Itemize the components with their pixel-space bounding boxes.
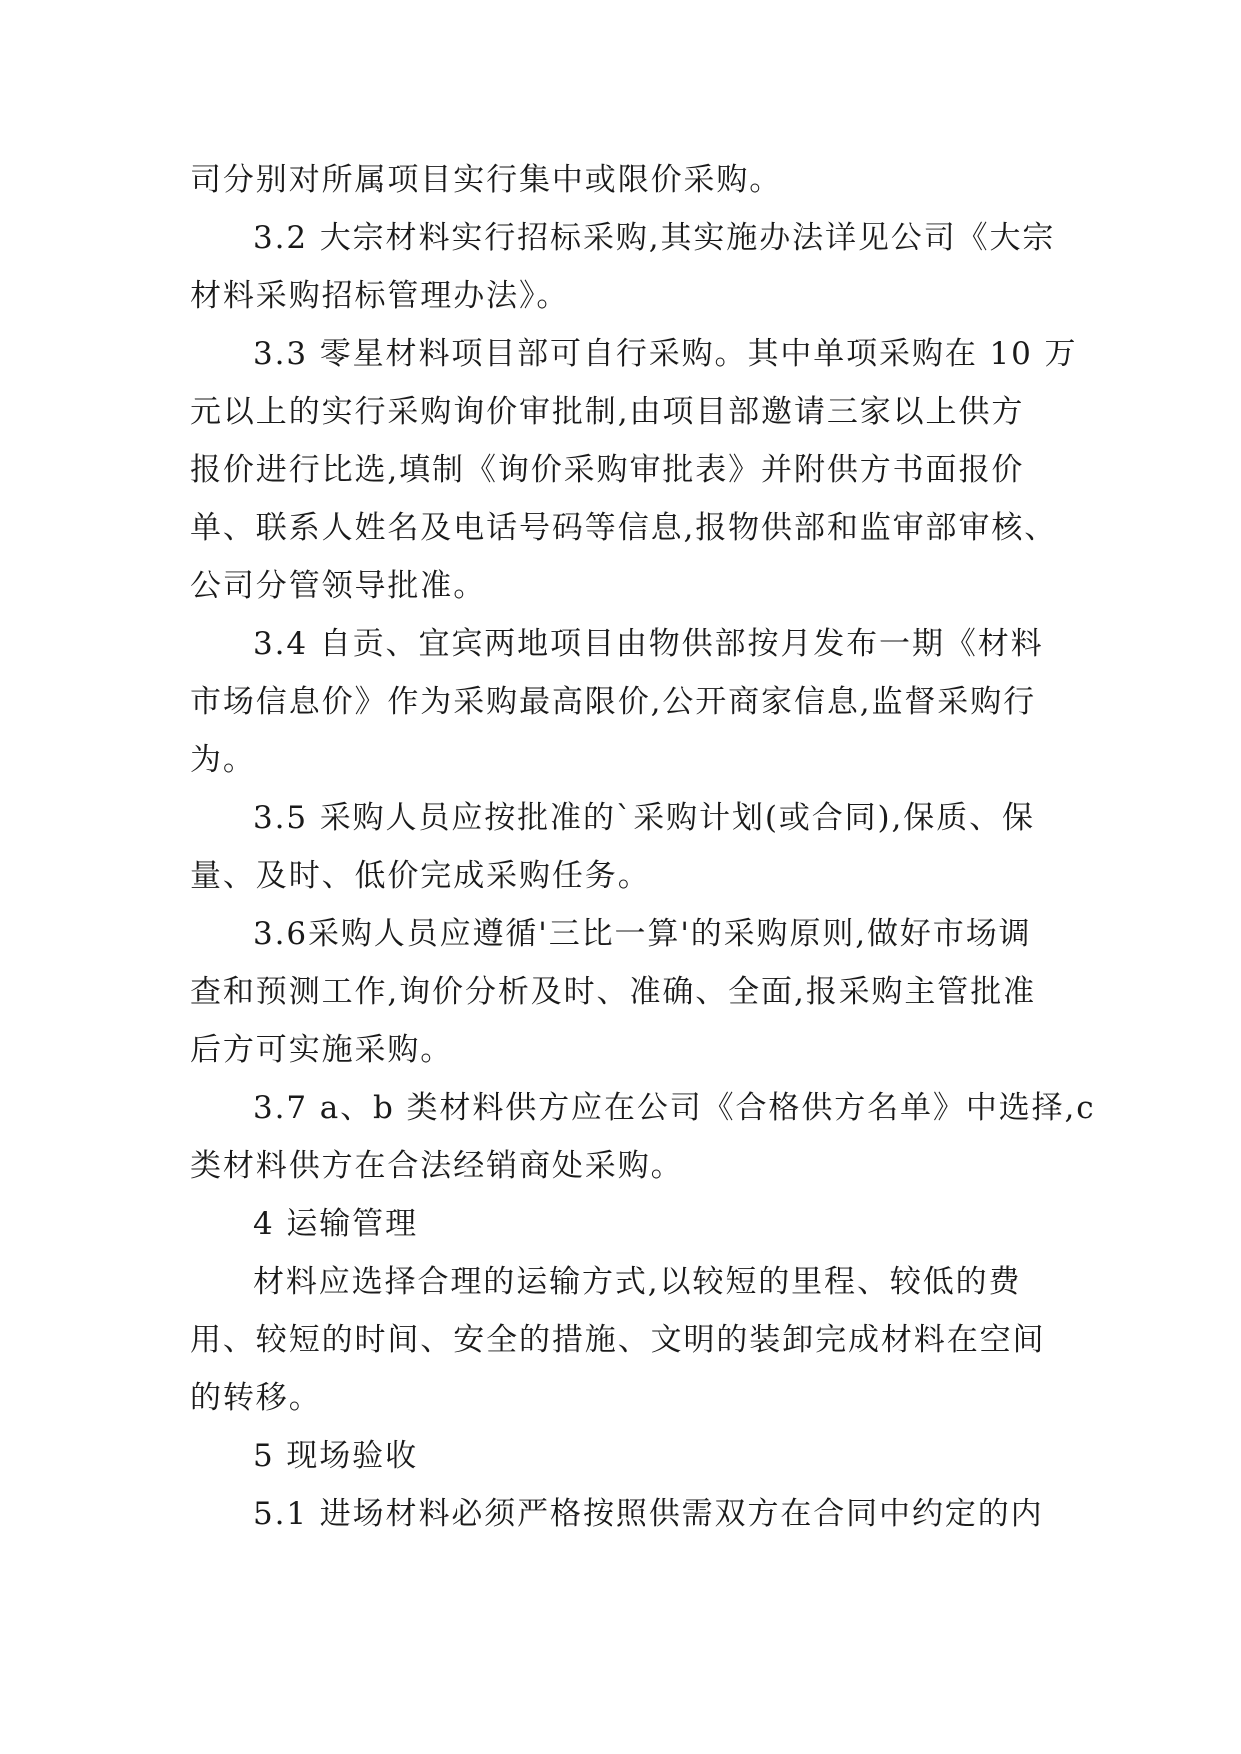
text-line: 为。 <box>190 742 256 778</box>
text-line: 量、及时、低价完成采购任务。 <box>190 858 651 894</box>
text-line: 的转移。 <box>190 1380 322 1416</box>
section-3-7-line: 3.7 a、b 类材料供方应在公司《合格供方名单》中选择,c <box>253 1090 1096 1126</box>
text-line: 报价进行比选,填制《询价采购审批表》并附供方书面报价 <box>190 452 1025 488</box>
section-3-6-line: 3.6采购人员应遵循'三比一算'的采购原则,做好市场调 <box>253 916 1032 952</box>
text-line: 材料应选择合理的运输方式,以较短的里程、较低的费 <box>253 1264 1022 1300</box>
text-line: 单、联系人姓名及电话号码等信息,报物供部和监审部审核、 <box>190 510 1058 546</box>
section-5-heading: 5 现场验收 <box>253 1438 418 1474</box>
text-line: 类材料供方在合法经销商处采购。 <box>190 1148 684 1184</box>
section-3-3-line: 3.3 零星材料项目部可自行采购。其中单项采购在 10 万 <box>253 336 1078 372</box>
section-5-1-line: 5.1 进场材料必须严格按照供需双方在合同中约定的内 <box>253 1496 1044 1532</box>
section-3-2-line: 3.2 大宗材料实行招标采购,其实施办法详见公司《大宗 <box>253 220 1056 256</box>
text-line: 后方可实施采购。 <box>190 1032 454 1068</box>
text-line: 材料采购招标管理办法》。 <box>190 278 570 314</box>
text-line: 用、较短的时间、安全的措施、文明的装卸完成材料在空间 <box>190 1322 1046 1358</box>
text-line: 查和预测工作,询价分析及时、准确、全面,报采购主管批准 <box>190 974 1037 1010</box>
text-line: 元以上的实行采购询价审批制,由项目部邀请三家以上供方 <box>190 394 1025 430</box>
text-line: 司分别对所属项目实行集中或限价采购。 <box>190 162 783 198</box>
text-line: 公司分管领导批准。 <box>190 568 487 604</box>
section-3-5-line: 3.5 采购人员应按批准的`采购计划(或合同),保质、保 <box>253 800 1035 836</box>
section-4-heading: 4 运输管理 <box>253 1206 418 1242</box>
section-3-4-line: 3.4 自贡、宜宾两地项目由物供部按月发布一期《材料 <box>253 626 1044 662</box>
text-line: 市场信息价》作为采购最高限价,公开商家信息,监督采购行 <box>190 684 1037 720</box>
